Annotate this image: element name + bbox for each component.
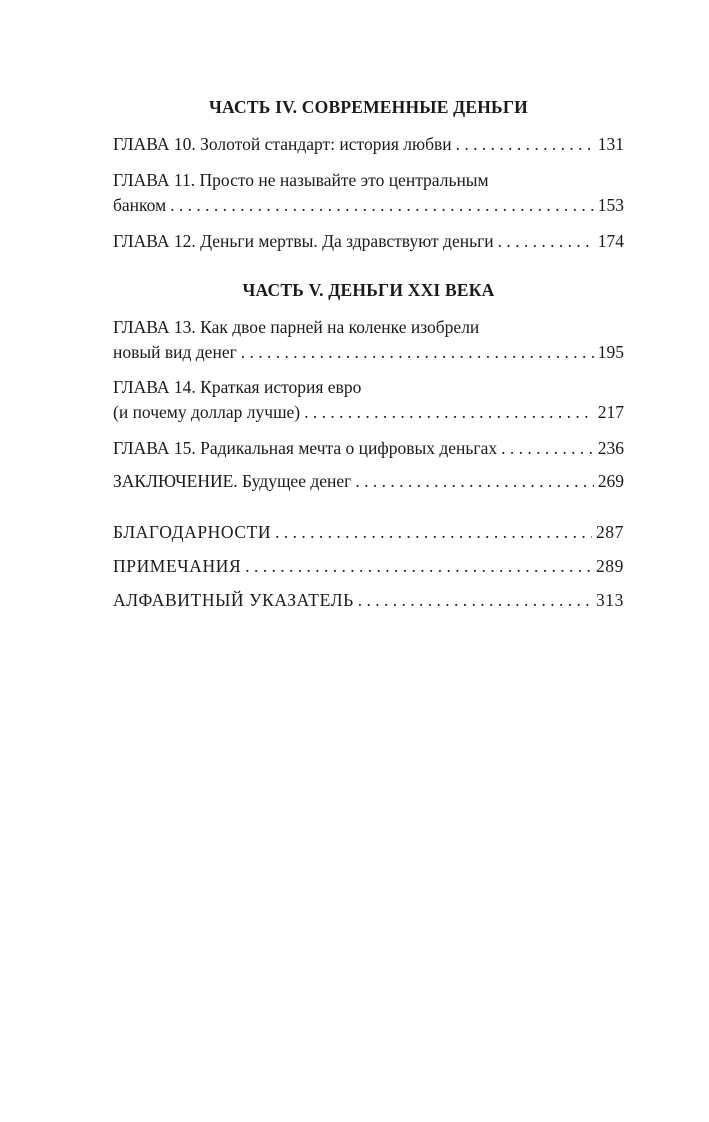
toc-entry-chapter-13-line1: ГЛАВА 13. Как двое парней на коленке изобрели [113, 317, 480, 337]
leader-dots [456, 133, 594, 155]
entry-title: БЛАГОДАРНОСТИ [113, 522, 272, 542]
entry-page: 313 [595, 590, 624, 610]
entry-title: банком [113, 195, 167, 215]
entry-page: 269 [597, 471, 624, 491]
entry-title: ГЛАВА 12. Деньги мертвы. Да здравствуют деньги [113, 231, 494, 251]
toc-entry-notes [113, 555, 624, 577]
toc-entry-acknowledgements [113, 521, 624, 543]
toc-entry-chapter-13 [113, 341, 624, 363]
toc-entry-chapter-15 [113, 437, 624, 459]
toc-entry-conclusion [113, 470, 624, 492]
toc-entry-chapter-11-line1: ГЛАВА 11. Просто не называйте это центральным [113, 170, 489, 190]
leader-dots [275, 521, 592, 543]
toc-entry-chapter-10 [113, 133, 624, 155]
leader-dots [355, 470, 593, 492]
leader-dots [245, 555, 592, 577]
toc-entry-chapter-12 [113, 230, 624, 252]
entry-page: 131 [597, 134, 624, 154]
leader-dots [241, 341, 594, 363]
entry-page: 236 [597, 438, 624, 458]
part-5-heading: ЧАСТЬ V. ДЕНЬГИ XXI ВЕКА [242, 280, 495, 300]
entry-title: АЛФАВИТНЫЙ УКАЗАТЕЛЬ [113, 590, 354, 610]
entry-page: 153 [597, 195, 624, 215]
part-4-heading: ЧАСТЬ IV. СОВРЕМЕННЫЕ ДЕНЬГИ [209, 97, 528, 117]
entry-page: 195 [597, 342, 624, 362]
entry-title: (и почему доллар лучше) [113, 402, 301, 422]
leader-dots [358, 589, 592, 611]
toc-entry-chapter-14 [113, 401, 624, 423]
leader-dots [170, 194, 594, 216]
leader-dots [304, 401, 594, 423]
entry-page: 174 [597, 231, 624, 251]
entry-title: ЗАКЛЮЧЕНИЕ. Будущее денег [113, 471, 352, 491]
entry-page: 217 [597, 402, 624, 422]
toc-entry-chapter-11 [113, 194, 624, 216]
leader-dots [501, 437, 594, 459]
entry-page: 287 [595, 522, 624, 542]
entry-title: ГЛАВА 15. Радикальная мечта о цифровых деньгах [113, 438, 498, 458]
entry-title: ПРИМЕЧАНИЯ [113, 556, 242, 576]
entry-title: новый вид денег [113, 342, 237, 362]
entry-title: ГЛАВА 10. Золотой стандарт: история любви [113, 134, 452, 154]
entry-page: 289 [595, 556, 624, 576]
toc-entry-index [113, 589, 624, 611]
leader-dots [498, 230, 594, 252]
toc-entry-chapter-14-line1: ГЛАВА 14. Краткая история евро [113, 377, 362, 397]
